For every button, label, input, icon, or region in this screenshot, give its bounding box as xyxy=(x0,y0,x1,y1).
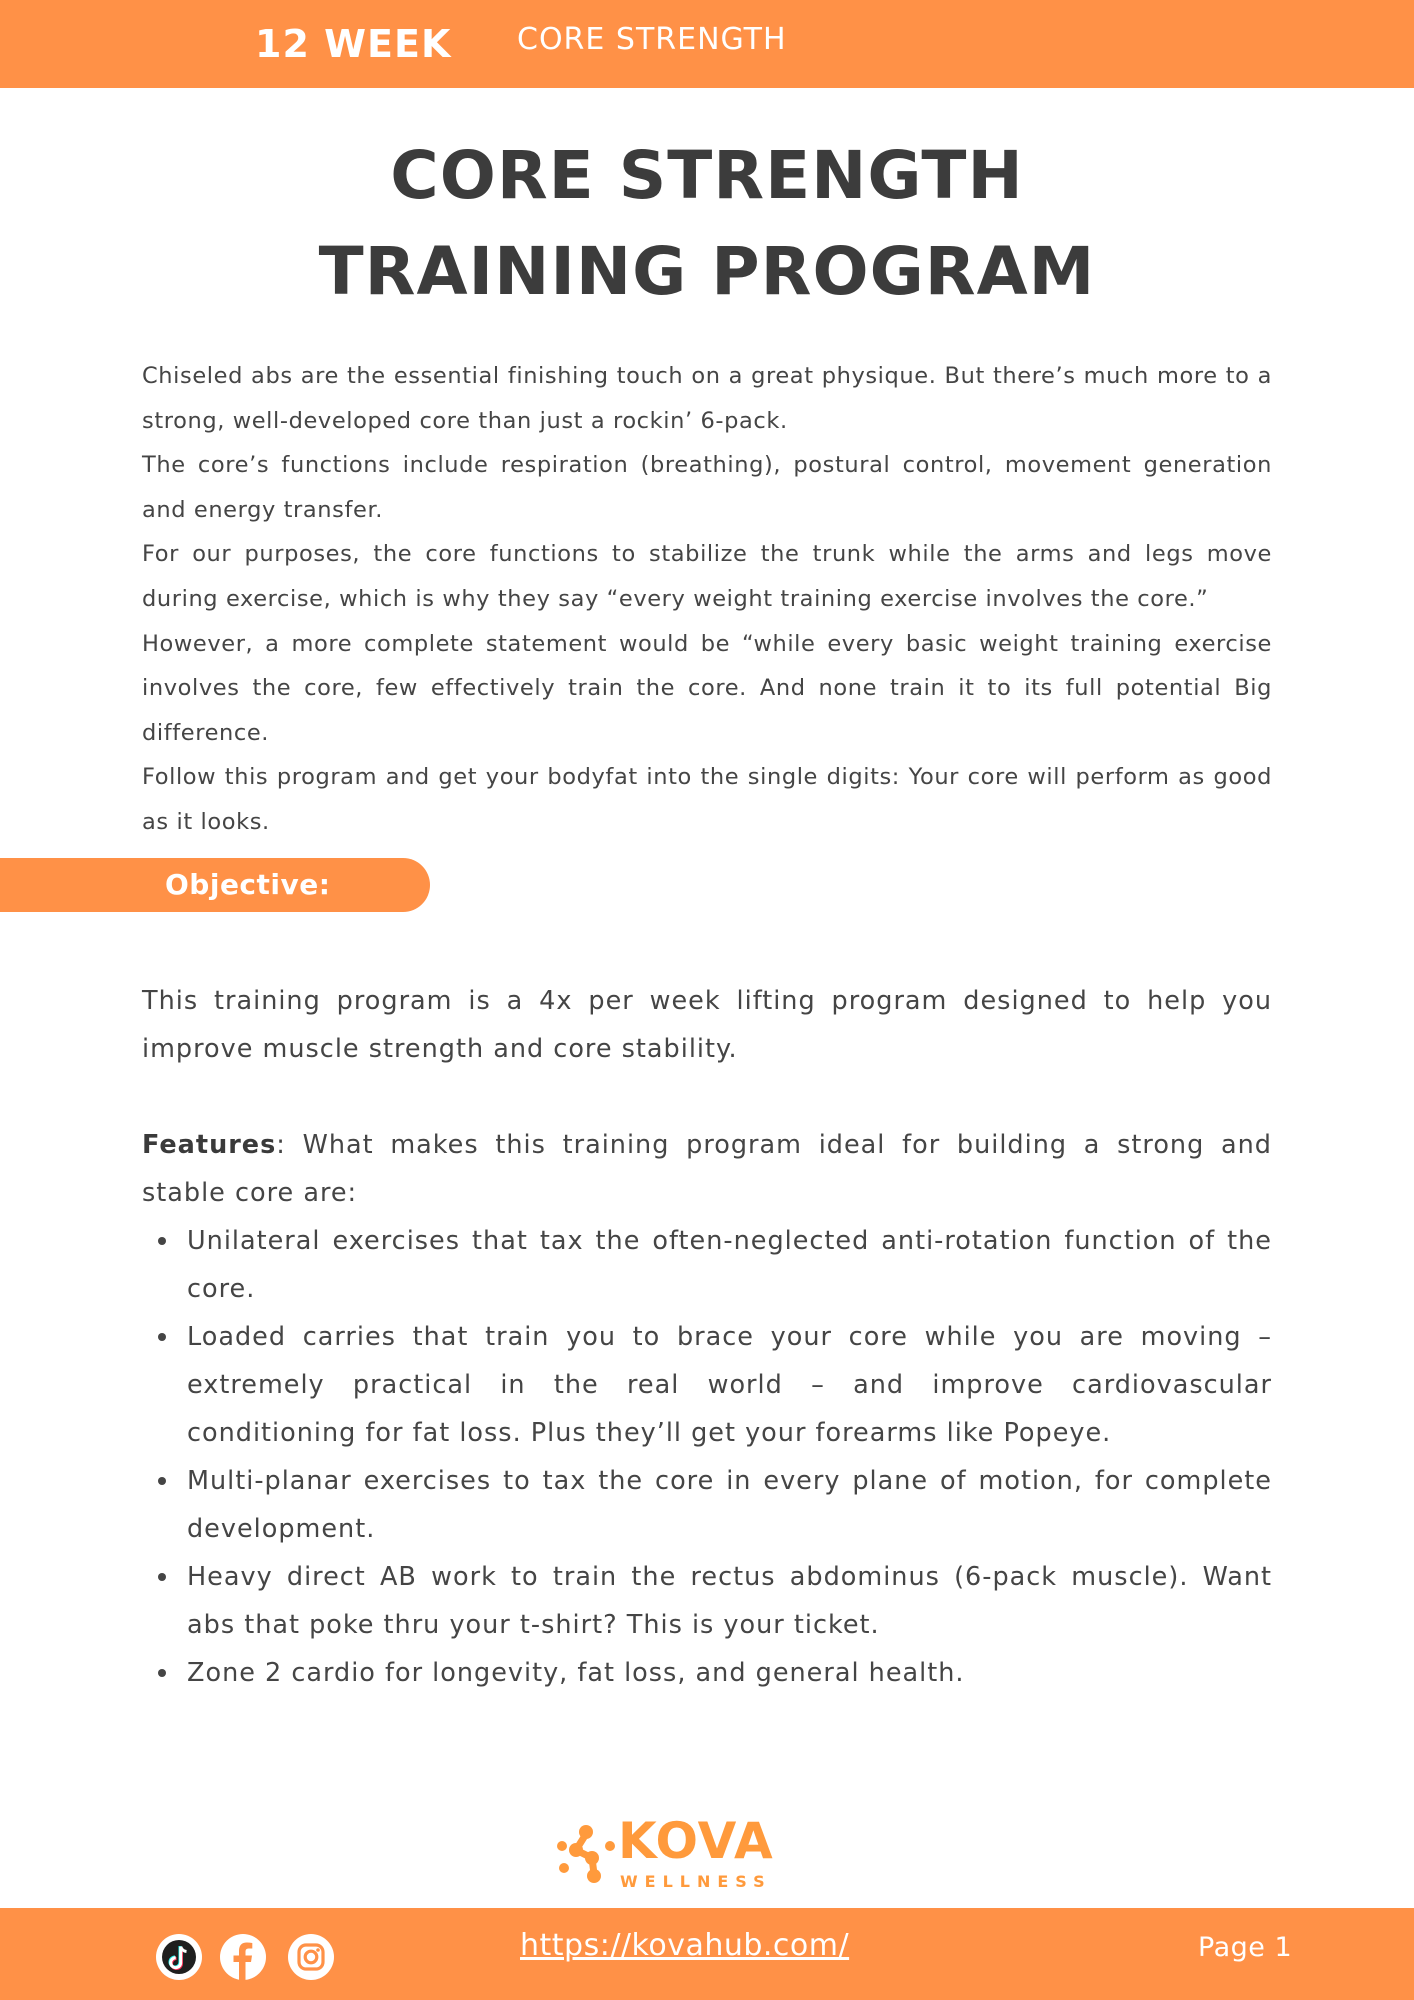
features-intro xyxy=(142,1121,1272,1217)
features-label: Features xyxy=(142,1130,277,1160)
list-item xyxy=(142,1649,1272,1697)
logo-tagline: WELLNESS xyxy=(620,1872,772,1891)
objective-heading xyxy=(0,858,430,912)
page-number: Page 1 xyxy=(1198,1932,1293,1963)
features-section xyxy=(142,1121,1272,1697)
objective-label: Objective: xyxy=(165,868,331,901)
tiktok-icon[interactable] xyxy=(156,1934,202,1980)
features-intro-text: : What makes this training program ideal for building a strong and stable core are: xyxy=(142,1130,1272,1208)
intro-paragraph: However, a more complete statement would be “while every basic weight training exercise involves the core, few effectively train the core. And none train it to its full potential Big difference. xyxy=(142,630,1272,746)
list-item xyxy=(142,1457,1272,1553)
header-week: 12 WEEK xyxy=(255,22,452,66)
bullet-icon xyxy=(158,1669,166,1677)
title-line-2: TRAINING PROGRAM xyxy=(318,233,1096,310)
list-item-text: Multi-planar exercises to tax the core in every plane of motion, for complete development. xyxy=(187,1466,1272,1544)
intro-paragraph: Chiseled abs are the essential finishing touch on a great physique. But there’s much more to a strong, well-developed core than just a rockin’ 6-pack. xyxy=(142,363,1272,434)
list-item xyxy=(142,1217,1272,1313)
header-bar xyxy=(0,0,1414,88)
list-item xyxy=(142,1553,1272,1649)
kova-wellness-logo xyxy=(556,1812,782,1896)
footer-bar xyxy=(0,1908,1414,2000)
intro-paragraph: Follow this program and get your bodyfat into the single digits: Your core will perform as good as it looks. xyxy=(142,764,1272,835)
molecule-logo-icon xyxy=(556,1820,618,1886)
header-subtitle: CORE STRENGTH xyxy=(517,22,787,57)
list-item-text: Zone 2 cardio for longevity, fat loss, and general health. xyxy=(187,1658,965,1688)
features-list xyxy=(142,1217,1272,1697)
intro-paragraph: The core’s functions include respiration (breathing), postural control, movement generation and energy transfer. xyxy=(142,452,1272,523)
list-item xyxy=(142,1313,1272,1457)
objective-text: This training program is a 4x per week lifting program designed to help you improve muscle strength and core stability. xyxy=(142,986,1272,1064)
list-item-text: Heavy direct AB work to train the rectus abdominus (6-pack muscle). Want abs that poke thru your t-shirt? This is your ticket. xyxy=(187,1562,1272,1640)
list-item-text: Unilateral exercises that tax the often-neglected anti-rotation function of the core. xyxy=(187,1226,1272,1304)
instagram-icon[interactable] xyxy=(288,1934,334,1980)
intro-paragraph: For our purposes, the core functions to stabilize the trunk while the arms and legs move during exercise, which is why they say “every weight training exercise involves the core.” xyxy=(142,541,1272,612)
bullet-icon xyxy=(158,1333,166,1341)
bullet-icon xyxy=(158,1573,166,1581)
website-link[interactable]: https://kovahub.com/ xyxy=(520,1928,850,1963)
logo-name: KOVA xyxy=(618,1812,774,1870)
bullet-icon xyxy=(158,1477,166,1485)
title-line-1: CORE STRENGTH xyxy=(390,137,1024,214)
list-item-text: Loaded carries that train you to brace your core while you are moving – extremely practical in the real world – and improve cardiovascular conditioning for fat loss. Plus they’ll get your forearms like Popeye. xyxy=(187,1322,1272,1448)
facebook-icon[interactable] xyxy=(220,1934,266,1980)
bullet-icon xyxy=(158,1237,166,1245)
intro-text xyxy=(142,354,1272,845)
page-title xyxy=(0,128,1414,320)
